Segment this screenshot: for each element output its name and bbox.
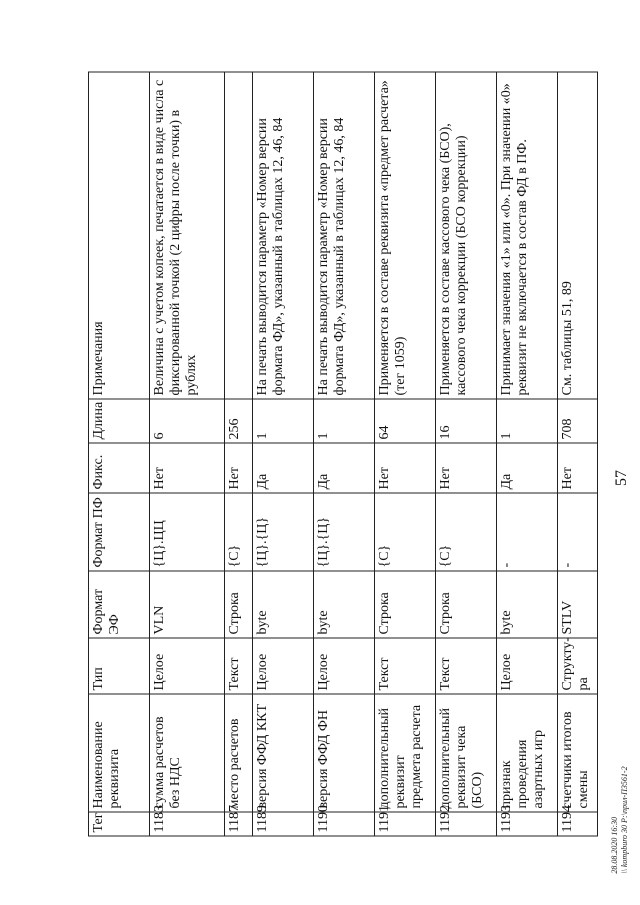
cell-notes: Применяется в составе кассового чека (БСО), кассового чека коррекции (БСО коррекции)	[436, 72, 497, 399]
cell-notes	[225, 72, 253, 399]
cell-type: Целое	[314, 638, 375, 694]
cell-tag: 1187	[225, 812, 253, 836]
cell-name: место расчетов	[225, 694, 253, 812]
cell-format-ef: byte	[253, 571, 314, 638]
cell-fixed: Да	[253, 443, 314, 493]
cell-notes: Применяется в составе реквизита «предмет расчета» (тег 1059)	[375, 72, 436, 399]
table-row	[436, 72, 497, 836]
table-row	[150, 72, 225, 836]
cell-format-pf: -	[497, 493, 558, 571]
cell-format-pf: {С}	[375, 493, 436, 571]
cell-format-pf: {С}	[225, 493, 253, 571]
cell-type: Текст	[436, 638, 497, 694]
cell-type: Текст	[225, 638, 253, 694]
cell-name: признак проведения азартных игр	[497, 694, 558, 812]
cell-length: 6	[150, 399, 225, 443]
cell-type: Текст	[375, 638, 436, 694]
cell-format-ef: VLN	[150, 571, 225, 638]
cell-name: дополнительный реквизит предмета расчета	[375, 694, 436, 812]
cell-format-ef: byte	[314, 571, 375, 638]
cell-format-pf: {Ц}.ЦЦ	[150, 493, 225, 571]
cell-tag: 1183	[150, 812, 225, 836]
requisites-table	[88, 72, 598, 837]
header-fixed: Фикс.	[89, 443, 150, 493]
cell-notes: Принимает значения «1» или «0». При значении «0» реквизит не включается в состав ФД в ПФ.	[497, 72, 558, 399]
header-format-ef: Формат ЭФ	[89, 571, 150, 638]
cell-tag: 1191	[375, 812, 436, 836]
cell-type: Структу-ра	[558, 638, 598, 694]
cell-name: счетчики итогов смены	[558, 694, 598, 812]
cell-length: 256	[225, 399, 253, 443]
cell-fixed: Да	[497, 443, 558, 493]
header-length: Длина	[89, 399, 150, 443]
header-notes: Примечания	[89, 72, 150, 399]
cell-notes: Величина с учетом копеек, печатается в виде числа с фиксированной точкой (2 цифры после точки) в рублях	[150, 72, 225, 399]
cell-length: 708	[558, 399, 598, 443]
cell-length: 1	[314, 399, 375, 443]
table-row	[497, 72, 558, 836]
table-container	[91, 72, 591, 836]
cell-format-ef: Строка	[436, 571, 497, 638]
table-row	[558, 72, 598, 836]
stamp-path: \\ kompburo 30 Р:\прил-П3561-2	[620, 766, 629, 874]
cell-type: Целое	[150, 638, 225, 694]
header-name: Наименование реквизита	[89, 694, 150, 812]
cell-name: версия ФФД ККТ	[253, 694, 314, 812]
table-row	[253, 72, 314, 836]
stamp-date: 28.08.2020 16:30	[610, 816, 619, 874]
cell-format-ef: Строка	[225, 571, 253, 638]
cell-type: Целое	[253, 638, 314, 694]
cell-fixed: Нет	[558, 443, 598, 493]
header-format-pf: Формат ПФ	[89, 493, 150, 571]
cell-format-pf: -	[558, 493, 598, 571]
cell-length: 16	[436, 399, 497, 443]
cell-fixed: Нет	[150, 443, 225, 493]
print-stamp	[610, 766, 630, 873]
cell-tag: 1190	[314, 812, 375, 836]
cell-tag: 1192	[436, 812, 497, 836]
cell-name: дополнительный реквизит чека (БСО)	[436, 694, 497, 812]
table-row	[314, 72, 375, 836]
cell-type: Целое	[497, 638, 558, 694]
cell-length: 1	[253, 399, 314, 443]
table-row	[375, 72, 436, 836]
header-tag: Тег	[89, 812, 150, 836]
cell-tag: 1189	[253, 812, 314, 836]
cell-format-pf: {С}	[436, 493, 497, 571]
table-header-row	[89, 72, 150, 836]
cell-format-ef: Строка	[375, 571, 436, 638]
cell-tag: 1194	[558, 812, 598, 836]
cell-name: версия ФФД ФН	[314, 694, 375, 812]
cell-length: 64	[375, 399, 436, 443]
cell-fixed: Нет	[436, 443, 497, 493]
cell-fixed: Да	[314, 443, 375, 493]
cell-notes: На печать выводится параметр «Номер версии формата ФД», указанный в таблицах 12, 46, 84	[314, 72, 375, 399]
table-row	[225, 72, 253, 836]
cell-format-ef: byte	[497, 571, 558, 638]
cell-length: 1	[497, 399, 558, 443]
cell-fixed: Нет	[375, 443, 436, 493]
cell-fixed: Нет	[225, 443, 253, 493]
cell-tag: 1193	[497, 812, 558, 836]
cell-format-pf: {Ц}.{Ц}	[253, 493, 314, 571]
cell-format-ef: STLV	[558, 571, 598, 638]
cell-format-pf: {Ц}.{Ц}	[314, 493, 375, 571]
cell-notes: См. таблицы 51, 89	[558, 72, 598, 399]
header-type: Тип	[89, 638, 150, 694]
cell-name: сумма расчетов без НДС	[150, 694, 225, 812]
page-number: 57	[613, 470, 630, 486]
cell-notes: На печать выводится параметр «Номер версии формата ФД», указанный в таблицах 12, 46, 84	[253, 72, 314, 399]
